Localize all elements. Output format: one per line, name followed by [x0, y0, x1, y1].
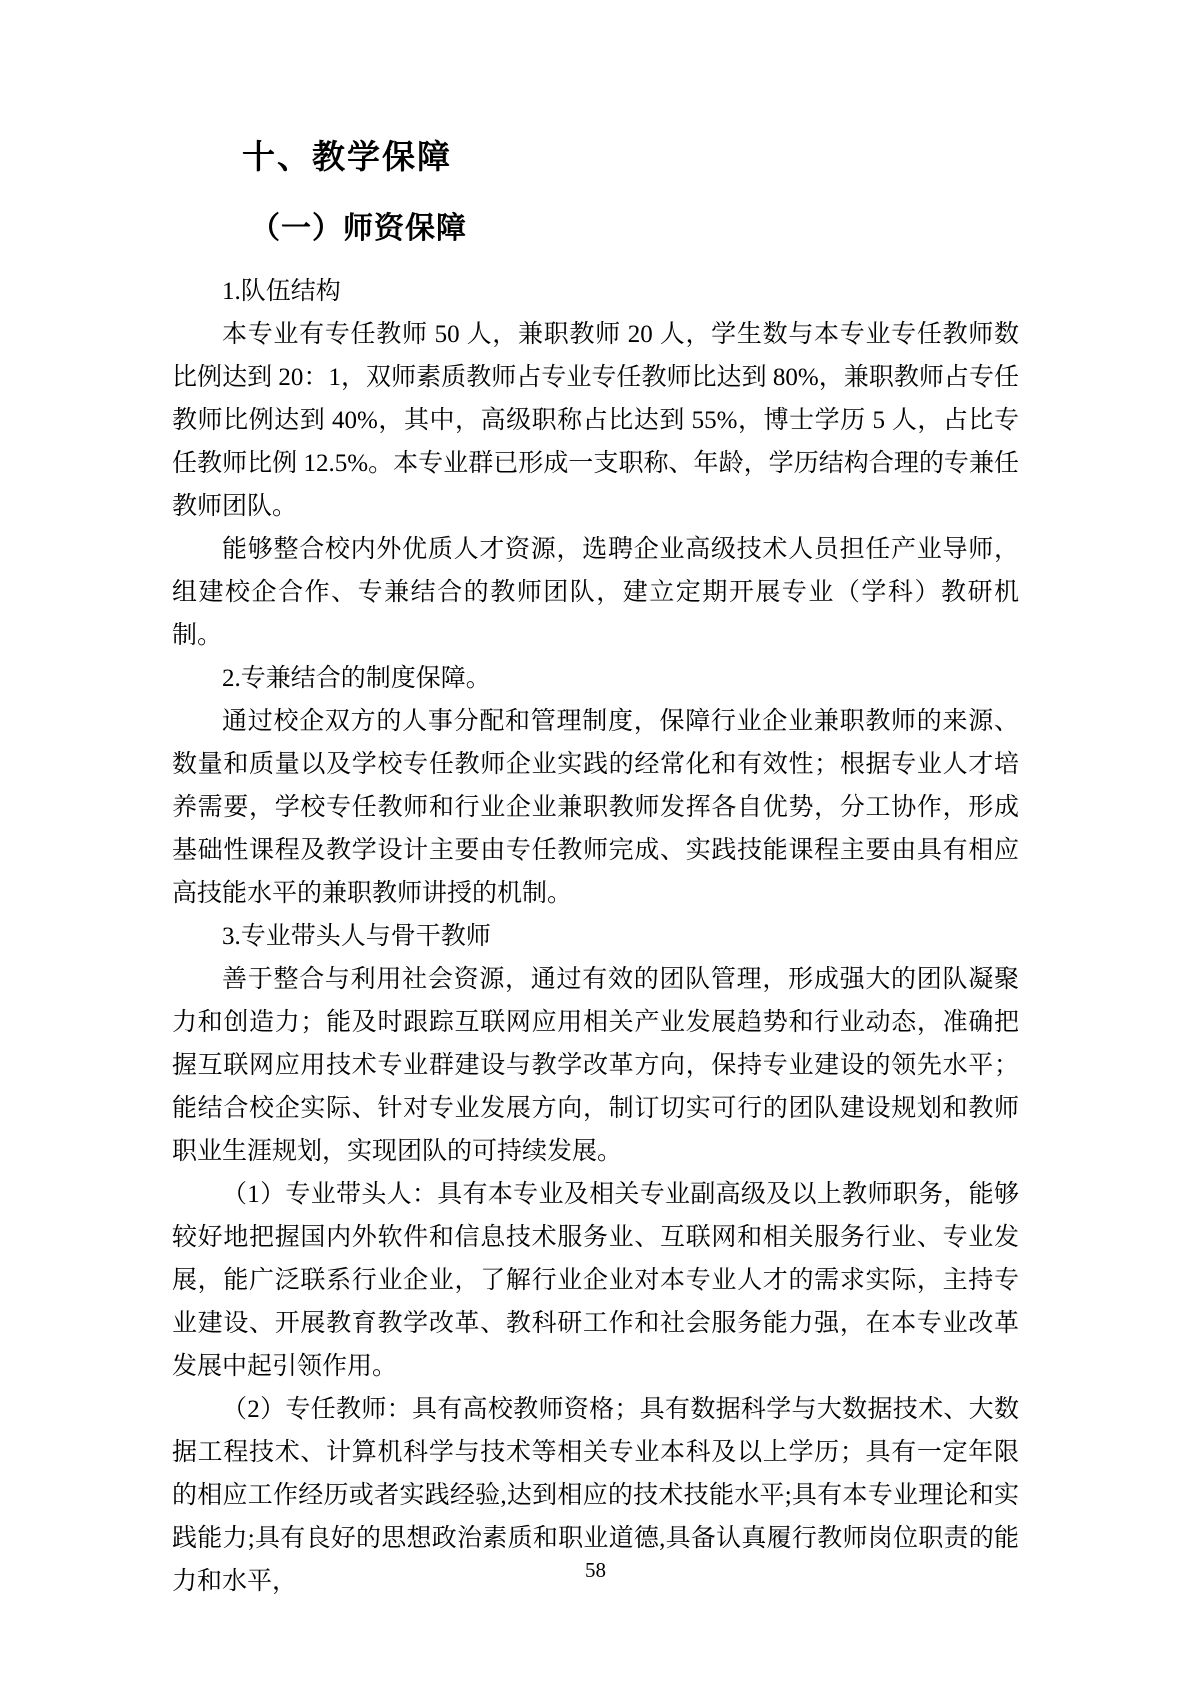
- paragraph-leaders-backbone-label: 3.专业带头人与骨干教师: [222, 923, 491, 951]
- paragraph-institutional-guarantee-label: 2.专兼结合的制度保障。: [222, 665, 491, 693]
- paragraph-team-structure-detail: 本专业有专任教师 50 人，兼职教师 20 人，学生数与本专业专任教师数比例达到 20：1，双师素质教师占专业专任教师比达到 80%，兼职教师占专任教师比例达到 40%，其中，高级职称占比达到 55%，博士学历 5 人，占比专任教师比例 12.5%。本专业群已形成一支职称、年龄，学历结构合理的专兼任教师团队。: [172, 321, 1019, 521]
- paragraph-institutional-guarantee-detail: 通过校企双方的人事分配和管理制度，保障行业企业兼职教师的来源、数量和质量以及学校专任教师企业实践的经常化和有效性；根据专业人才培养需要，学校专任教师和行业企业兼职教师发挥各自优势，分工协作，形成基础性课程及教学设计主要由专任教师完成、实践技能课程主要由具有相应高技能水平的兼职教师讲授的机制。: [172, 708, 1019, 908]
- paragraph-leaders-backbone-detail: 善于整合与利用社会资源，通过有效的团队管理，形成强大的团队凝聚力和创造力；能及时跟踪互联网应用相关产业发展趋势和行业动态，准确把握互联网应用技术专业群建设与教学改革方向，保持专业建设的领先水平；能结合校企实际、针对专业发展方向，制订切实可行的团队建设规划和教师职业生涯规划，实现团队的可持续发展。: [172, 966, 1019, 1166]
- paragraph-fulltime-teachers: （2）专任教师：具有高校教师资格；具有数据科学与大数据技术、大数据工程技术、计算机科学与技术等相关专业本科及以上学历；具有一定年限的相应工作经历或者实践经验,达到相应的技术技能水平;具有本专业理论和实践能力;具有良好的思想政治素质和职业道德,具备认真履行教师岗位职责的能力和水平，: [172, 1396, 1019, 1596]
- paragraph-professional-leader: （1）专业带头人：具有本专业及相关专业副高级及以上教师职务，能够较好地把握国内外软件和信息技术服务业、互联网和相关服务行业、专业发展，能广泛联系行业企业，了解行业企业对本专业人才的需求实际，主持专业建设、开展教育教学改革、教科研工作和社会服务能力强，在本专业改革发展中起引领作用。: [172, 1181, 1019, 1381]
- section-heading: 十、教学保障: [242, 138, 452, 175]
- subsection-heading: （一）师资保障: [250, 211, 467, 245]
- body-text: [172, 270, 1019, 1603]
- paragraph-talent-integration: 能够整合校内外优质人才资源，选聘企业高级技术人员担任产业导师，组建校企合作、专兼结合的教师团队，建立定期开展专业（学科）教研机制。: [172, 536, 1019, 650]
- paragraph-team-structure-label: 1.队伍结构: [222, 278, 341, 306]
- page-number: 58: [585, 1558, 606, 1582]
